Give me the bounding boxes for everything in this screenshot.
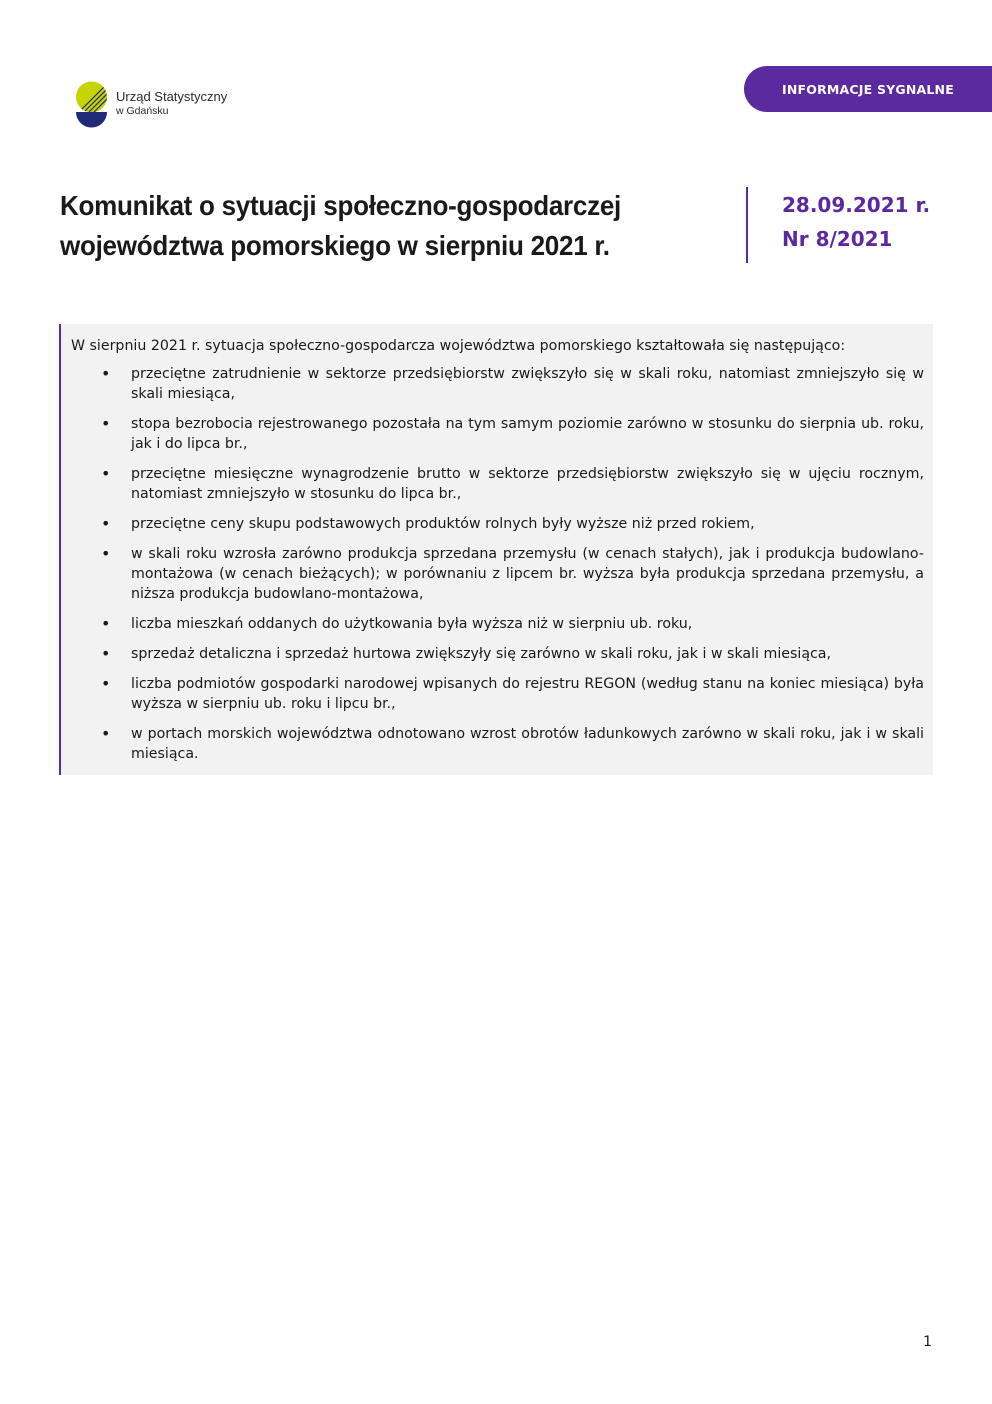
- list-item: • w skali roku wzrosła zarówno produkcja sprzedana przemysłu (w cenach stałych), jak i produkcja budowlano-montażowa (w cenach bieżących); w porównaniu z lipcem br. wyższa była produkcja sprzedana przemysłu, a niższa produkcja budowlano-montażowa,: [71, 544, 924, 604]
- list-item: • przeciętne ceny skupu podstawowych produktów rolnych były wyższe niż przed rokiem,: [71, 514, 924, 534]
- logo-name: Urząd Statystyczny: [116, 89, 228, 105]
- summary-box: [59, 324, 933, 775]
- category-badge: INFORMACJE SYGNALNE: [744, 66, 992, 112]
- logo: [75, 80, 227, 128]
- list-item: • stopa bezrobocia rejestrowanego pozostała na tym samym poziomie zarówno w stosunku do sierpnia ub. roku, jak i do lipca br.,: [71, 414, 924, 454]
- title-divider: [746, 187, 748, 263]
- list-item: • w portach morskich województwa odnotowano wzrost obrotów ładunkowych zarówno w skali roku, jak i w skali miesiąca.: [71, 724, 924, 764]
- page-title: Komunikat o sytuacji społeczno-gospodarczej województwa pomorskiego w sierpniu 2021 r.: [60, 190, 621, 261]
- logo-city: w Gdańsku: [116, 105, 169, 118]
- page-number: 1: [923, 1334, 932, 1350]
- summary-list: [71, 364, 924, 764]
- publication-date: 28.09.2021 r.: [782, 193, 931, 217]
- publication-number: Nr 8/2021: [782, 227, 893, 251]
- publication-meta: [782, 188, 930, 256]
- summary-intro: W sierpniu 2021 r. sytuacja społeczno-gospodarcza województwa pomorskiego kształtowała się następująco:: [71, 338, 846, 354]
- list-item: • liczba mieszkań oddanych do użytkowania była wyższa niż w sierpniu ub. roku,: [71, 614, 924, 634]
- list-item: • przeciętne miesięczne wynagrodzenie brutto w sektorze przedsiębiorstw zwiększyło się w ujęciu rocznym, natomiast zmniejszyło w stosunku do lipca br.,: [71, 464, 924, 504]
- list-item: • liczba podmiotów gospodarki narodowej wpisanych do rejestru REGON (według stanu na koniec miesiąca) była wyższa w sierpniu ub. roku i lipcu br.,: [71, 674, 924, 714]
- list-item: • przeciętne zatrudnienie w sektorze przedsiębiorstw zwiększyło się w skali roku, natomiast zmniejszyło się w skali miesiąca,: [71, 364, 924, 404]
- list-item: • sprzedaż detaliczna i sprzedaż hurtowa zwiększyły się zarówno w skali roku, jak i w skali miesiąca,: [71, 644, 924, 664]
- statistics-office-logo-icon: [75, 80, 108, 128]
